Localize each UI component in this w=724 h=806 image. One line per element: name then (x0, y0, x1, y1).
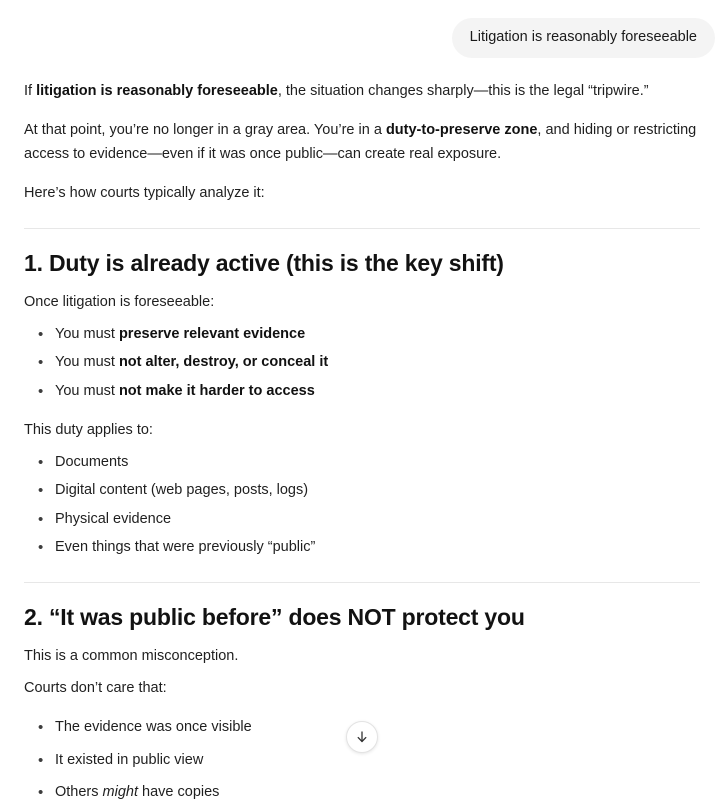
section-divider-1 (24, 228, 700, 229)
courts-item-3-a: Others (55, 784, 103, 801)
section-divider-2 (24, 582, 700, 583)
intro-p1-prefix: If (24, 82, 37, 99)
section-2-sublead: Courts don’t care that: (24, 679, 167, 696)
duty-item-3-prefix: You must (55, 382, 119, 399)
courts-item-3-b: have copies (138, 784, 220, 801)
assistant-response (0, 58, 724, 805)
courts-item-1-a: The evidence was once visible (55, 719, 252, 736)
intro-paragraph-2 (24, 119, 700, 166)
intro-p2-bold: duty-to-preserve zone (385, 122, 538, 139)
duty-item-2-bold: not alter, destroy, or conceal it (118, 354, 329, 371)
section-1-lead: Once litigation is foreseeable: (24, 294, 215, 311)
duty-item-3-bold: not make it harder to access (118, 382, 315, 399)
user-message-bubble[interactable]: Litigation is reasonably foreseeable (452, 18, 715, 58)
duty-item-1-bold: preserve relevant evidence (118, 325, 306, 342)
section-heading-2: 2. “It was public before” does NOT protect you (24, 603, 525, 630)
intro-p1-suffix: , the situation changes sharply—this is the legal “tripwire.” (277, 82, 649, 99)
duty-item-1-prefix: You must (55, 325, 119, 342)
user-message-row (0, 0, 724, 58)
intro-p2-b: , and hiding or restricting access to evidence—even if it was once public—can create real exposure. (24, 122, 697, 162)
scroll-to-bottom-button[interactable] (346, 721, 378, 753)
list-item: • Digital content (web pages, posts, logs) (24, 479, 700, 502)
intro-paragraph-3: Here’s how courts typically analyze it: (24, 185, 265, 202)
intro-paragraph-1 (24, 80, 700, 103)
duty-item-2-prefix: You must (55, 354, 119, 371)
list-item (24, 351, 700, 374)
list-item (24, 323, 700, 346)
list-item: • Physical evidence (24, 508, 700, 531)
courts-item-3-em: might (102, 784, 139, 801)
list-item: • Documents (24, 451, 700, 474)
intro-p2-a: At that point, you’re no longer in a gray area. You’re in a (24, 122, 386, 139)
section-1-sublead: This duty applies to: (24, 422, 153, 439)
intro-p1-bold: litigation is reasonably foreseeable (36, 82, 278, 99)
section-2-lead: This is a common misconception. (24, 648, 239, 665)
list-item: • Even things that were previously “public” (24, 536, 700, 559)
section-1-applies-list (24, 451, 700, 560)
section-heading-1: 1. Duty is already active (this is the key shift) (24, 249, 504, 276)
list-item (24, 380, 700, 403)
courts-item-2-a: It existed in public view (55, 751, 204, 768)
arrow-down-icon (354, 729, 370, 745)
list-item (24, 781, 700, 804)
section-1-duty-list (24, 323, 700, 403)
